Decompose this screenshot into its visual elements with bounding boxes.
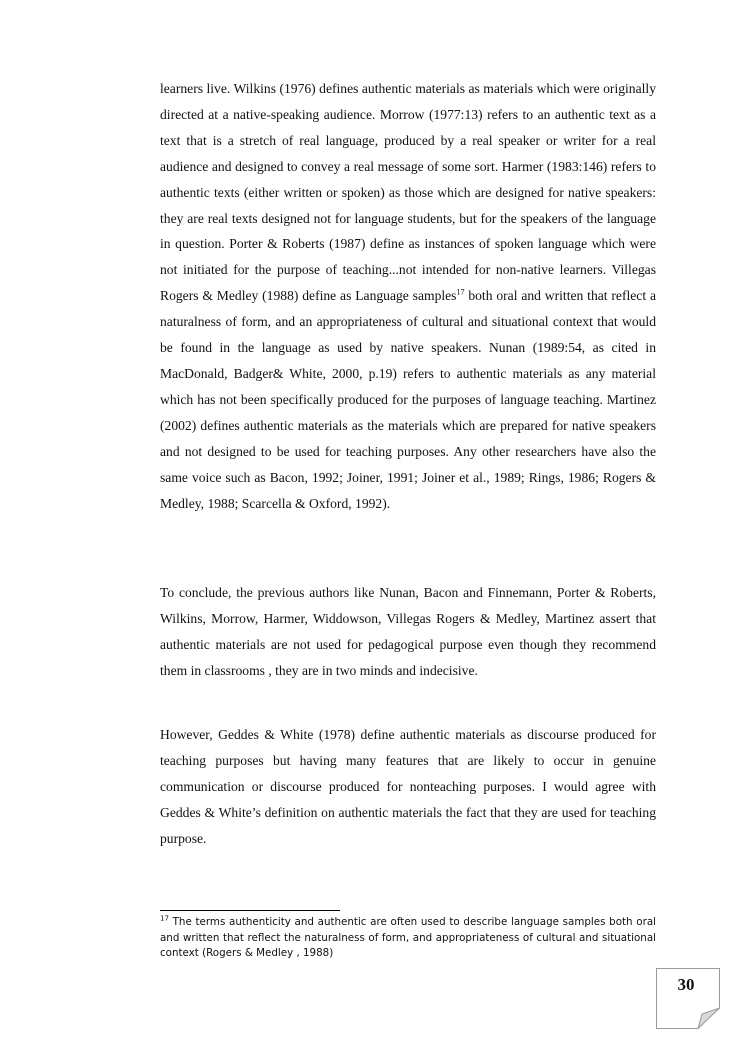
footnote (160, 915, 656, 962)
paragraph-geddes-white: However, Geddes & White (1978) define authentic materials as discourse produced for teaching purposes but having many features that are likely to occur in genuine communication or discourse produced for nonteaching purposes. I would agree with Geddes & White’s definition on authentic materials the fact that they are used for teaching purpose. (160, 727, 656, 846)
paragraph-text: both oral and written that reflect a naturalness of form, and an appropriateness of cultural and situational context that would be found in the language as used by native speakers. Nunan (1989:54, as cited in MacDonald, Badger& White, 2000, p.19) refers to authentic materials as any material which has not been specifically produced for the purposes of language teaching. Martinez (2002) defines authentic materials as the materials which are prepared for native speakers and not designed to be used for teaching purposes. Any other researchers have also the same voice such as Bacon, 1992; Joiner, 1991; Joiner et al., 1989; Rings, 1986; Rogers & Medley, 1988; Scarcella & Oxford, 1992). (160, 288, 656, 511)
paragraph-conclusion: To conclude, the previous authors like Nunan, Bacon and Finnemann, Porter & Roberts, Wilkins, Morrow, Harmer, Widdowson, Villegas Rogers & Medley, Martinez assert that authentic materials are not used for pedagogical purpose even though they recommend them in classrooms , they are in two minds and indecisive. (160, 585, 656, 678)
footnote-text: The terms authenticity and authentic are often used to describe language samples both oral and written that reflect the naturalness of form, and appropriateness of cultural and situational context (Rogers & Medley , 1988) (160, 916, 656, 960)
paragraph-text: learners live. Wilkins (1976) defines authentic materials as materials which were originally directed at a native-speaking audience. Morrow (1977:13) refers to an authentic text as a text that is a stretch of real language, produced by a real speaker or writer for a real audience and designed to convey a real message of some sort. Harmer (1983:146) refers to authentic texts (either written or spoken) as those which are designed for native speakers: they are real texts designed not for language students, but for the speakers of the language in question. Porter & Roberts (1987) define as instances of spoken language which were not initiated for the purpose of teaching...not intended for non-native learners. Villegas Rogers & Medley (1988) define as Language samples (160, 81, 656, 304)
footnote-number: 17 (160, 914, 169, 923)
footnote-separator (160, 910, 340, 911)
page-number-box (656, 968, 720, 1029)
footnote-reference[interactable]: 17 (456, 287, 465, 297)
page-number: 30 (677, 975, 695, 994)
paragraph-authentic-definitions (160, 76, 656, 516)
